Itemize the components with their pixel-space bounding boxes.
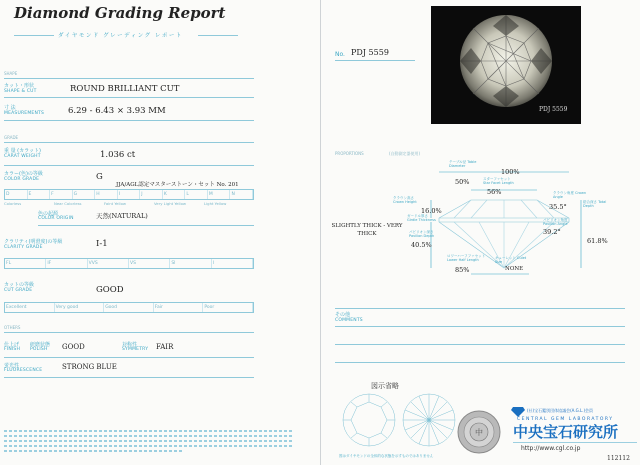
finish-label-en: FINISH bbox=[4, 347, 21, 352]
color-scale-words bbox=[4, 201, 254, 207]
color-scale-letter-8: L bbox=[185, 190, 208, 199]
color-scale-letter-6: J bbox=[140, 190, 163, 199]
cut-scale-item-2: Good bbox=[104, 303, 154, 312]
cut-scale-item-1: Very good bbox=[55, 303, 105, 312]
pavilion-depth-value: 40.5% bbox=[411, 241, 432, 249]
lab-url[interactable]: http://www.cgl.co.jp bbox=[521, 445, 581, 452]
clarity-scale-item-5: I bbox=[212, 259, 253, 268]
pavilion-angle-label: パビリオン角度 Pavilion Angle bbox=[543, 218, 568, 226]
color-scale-word-3: Very Light Yellow bbox=[154, 201, 187, 206]
color-scale-letter-7: K bbox=[163, 190, 186, 199]
pavilion-depth-label: パビリオン深さ Pavilion Depth bbox=[409, 230, 435, 238]
carat-label-jp: 重 量 (カラット) bbox=[4, 148, 41, 154]
pavilion-angle-value: 39.2° bbox=[543, 228, 561, 236]
clarity-scale bbox=[4, 258, 254, 269]
cut-scale-item-0: Excellent bbox=[5, 303, 55, 312]
cut-label-en: CUT GRADE bbox=[4, 288, 33, 293]
color-scale-letter-10: N bbox=[230, 190, 253, 199]
color-scale-letter-9: M bbox=[208, 190, 231, 199]
color-scale-letter-0: D bbox=[5, 190, 28, 199]
star-label: スターファセット Star Facet Length bbox=[483, 177, 514, 185]
report-number-label: No. bbox=[335, 51, 345, 58]
report-right-page bbox=[320, 0, 640, 465]
color-origin-label-jp: 色の起源 bbox=[38, 211, 59, 217]
photo-caption: PDJ 5559 bbox=[539, 106, 568, 113]
crown-angle-label: クラウン角度 Crown Angle bbox=[553, 191, 587, 199]
total-depth-label: 総合深さ Total Depth bbox=[583, 200, 607, 208]
color-scale-letter-4: H bbox=[95, 190, 118, 199]
color-scale-word-2: Faint Yellow bbox=[104, 201, 127, 206]
lower-half-value: 85% bbox=[455, 266, 470, 274]
color-origin-value: 天然(NATURAL) bbox=[96, 212, 148, 220]
polish-label-jp: 研磨状態 bbox=[30, 342, 51, 348]
color-scale-letter-1: E bbox=[28, 190, 51, 199]
measurements-label-jp: 寸 法 bbox=[4, 105, 16, 111]
cut-scale-item-3: Fair bbox=[154, 303, 204, 312]
color-scale-letter-3: G bbox=[73, 190, 96, 199]
color-value: G bbox=[96, 172, 103, 182]
comments-label-en: COMMENTS bbox=[335, 318, 363, 323]
polish-label-en: POLISH bbox=[30, 347, 48, 352]
shape-cut-value: ROUND BRILLIANT CUT bbox=[70, 84, 180, 94]
cut-scale bbox=[4, 302, 254, 313]
color-label-jp: カラー(色)の等級 bbox=[4, 171, 43, 177]
proportions-title: PROPORTIONS bbox=[335, 151, 364, 156]
lab-name-jp: 中央宝石研究所 bbox=[513, 423, 619, 441]
lab-seal bbox=[457, 410, 501, 454]
color-origin-label-en: COLOR ORIGIN bbox=[38, 216, 74, 221]
culet-value: NONE bbox=[505, 266, 524, 272]
clarity-label-en: CLARITY GRADE bbox=[4, 245, 43, 250]
clarity-scale-item-4: SI bbox=[170, 259, 211, 268]
culet-label: キューレット Culet Size bbox=[495, 256, 527, 264]
clarity-scale-item-2: VVS bbox=[88, 259, 129, 268]
fluorescence-label-jp: 蛍光性 bbox=[4, 363, 20, 369]
measurements-label-en: MEASUREMENTS bbox=[4, 111, 45, 116]
color-scale-word-4: Light Yellow bbox=[204, 201, 227, 206]
girdle-label: ガードル厚さ Girdle Thickness bbox=[407, 214, 436, 222]
table-label: テーブル径 Table Diameter bbox=[449, 160, 477, 168]
comments-label-jp: その他 bbox=[335, 312, 351, 318]
color-scale-letter-5: I bbox=[118, 190, 141, 199]
total-depth-value: 61.8% bbox=[587, 237, 608, 245]
fine-print bbox=[4, 430, 294, 452]
diamond-logo-icon bbox=[511, 407, 525, 417]
clarity-scale-item-3: VS bbox=[129, 259, 170, 268]
crown-height-value: 16.0% bbox=[421, 207, 442, 215]
cut-scale-item-4: Poor bbox=[203, 303, 253, 312]
diagram-caption: 図示省略 bbox=[371, 382, 399, 390]
fluorescence-value: STRONG BLUE bbox=[62, 363, 117, 371]
carat-label-en: CARAT WEIGHT bbox=[4, 154, 41, 159]
lower-half-label: ロワーハーフファセット Lower Half Length bbox=[447, 254, 486, 262]
plotting-diagrams bbox=[339, 390, 459, 450]
cut-value: GOOD bbox=[96, 285, 124, 295]
others-section-title: OTHERS bbox=[4, 325, 21, 330]
shape-cut-label-jp: カット・形状 bbox=[4, 83, 34, 89]
clarity-scale-item-1: IF bbox=[46, 259, 87, 268]
crown-angle-value: 35.5° bbox=[549, 203, 567, 211]
color-scale-letter-2: F bbox=[50, 190, 73, 199]
lab-logo bbox=[511, 407, 594, 417]
color-master-note: JJA/AGL認定マスターストーン・セット No. 201 bbox=[116, 182, 239, 188]
proportions-subtitle: (自動測定器使用) bbox=[389, 151, 421, 156]
serial-number: 112112 bbox=[607, 455, 630, 462]
lab-association: (社)宝石鑑別団体協議会(A.G.L.)会員 bbox=[527, 408, 594, 413]
star-value: 56% bbox=[487, 188, 502, 196]
color-scale bbox=[4, 189, 254, 200]
color-scale-word-0: Colorless bbox=[4, 201, 22, 206]
total-width-value: 100% bbox=[501, 168, 520, 176]
table-value: 50% bbox=[455, 178, 470, 186]
finish-label-jp: 仕上げ bbox=[4, 342, 20, 348]
report-title: Diamond Grading Report bbox=[14, 4, 226, 22]
color-scale-word-1: Near Colorless bbox=[54, 201, 82, 206]
girdle-value: SLIGHTLY THICK - VERY THICK bbox=[331, 223, 403, 237]
carat-value: 1.036 ct bbox=[100, 150, 136, 160]
shape-section-title: SHAPE bbox=[4, 71, 18, 76]
measurements-value: 6.29 - 6.43 × 3.93 MM bbox=[68, 106, 166, 116]
polish-value: GOOD bbox=[62, 343, 85, 351]
fluorescence-label-en: FLUORESCENCE bbox=[4, 368, 43, 373]
cut-label-jp: カットの等級 bbox=[4, 282, 34, 288]
symmetry-label-jp: 対称性 bbox=[122, 342, 138, 348]
grade-section-title: GRADE bbox=[4, 135, 19, 140]
symmetry-label-en: SYMMETRY bbox=[122, 347, 149, 352]
shape-cut-label-en: SHAPE & CUT bbox=[4, 89, 37, 94]
clarity-value: I-1 bbox=[96, 239, 108, 249]
report-number-value: PDJ 5559 bbox=[351, 48, 389, 57]
diagram-footer: 図はダイヤモンドの全体的な状態を示すものではありません bbox=[339, 454, 434, 458]
report-subtitle: ダイヤモンド グレーディング レポート bbox=[58, 33, 183, 39]
symmetry-value: FAIR bbox=[156, 343, 174, 351]
svg-text:中: 中 bbox=[475, 428, 483, 437]
clarity-label-jp: クラリティ(明澄度)の等級 bbox=[4, 239, 63, 245]
color-label-en: COLOR GRADE bbox=[4, 177, 40, 182]
crown-height-label: クラウン高さ Crown Height bbox=[393, 196, 417, 204]
lab-name-en: CENTRAL GEM LABORATORY bbox=[517, 417, 614, 422]
clarity-scale-item-0: FL bbox=[5, 259, 46, 268]
